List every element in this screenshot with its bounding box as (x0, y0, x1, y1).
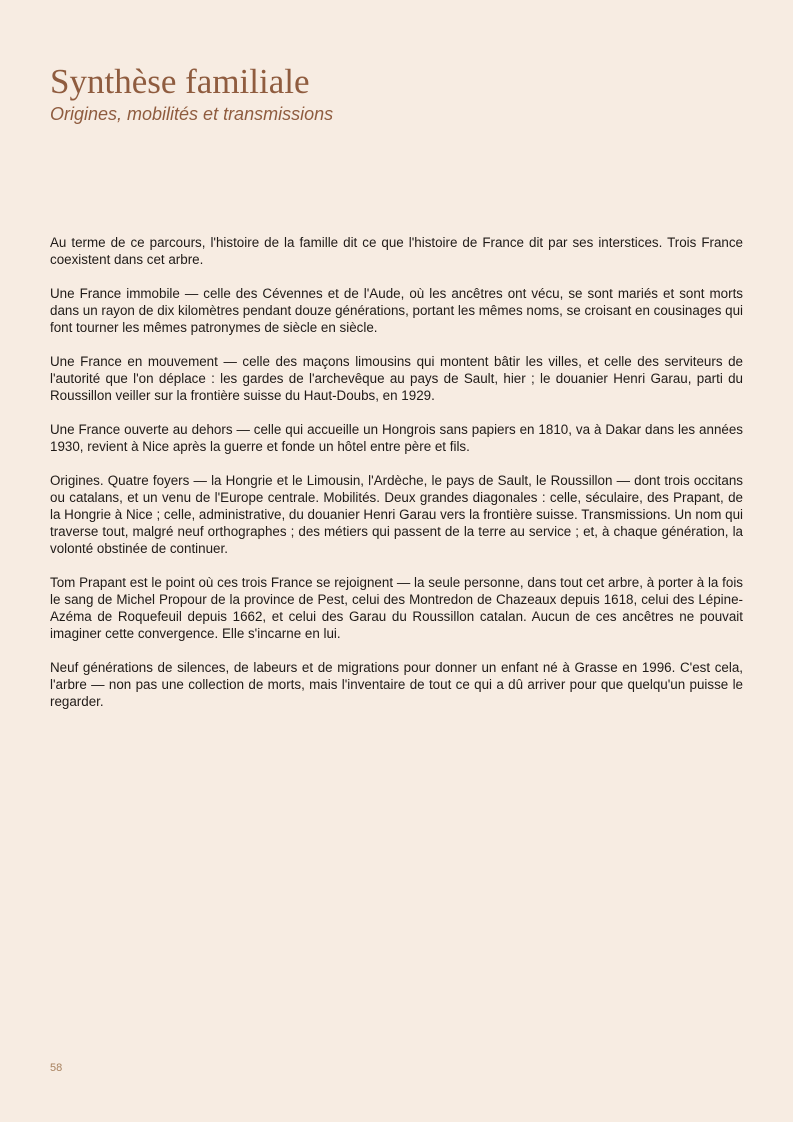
body-text (50, 234, 743, 727)
paragraph-6: Tom Prapant est le point où ces trois France se rejoignent — la seule personne, dans tout cet arbre, à porter à la fois le sang de Michel Propour de la province de Pest, celui des Montredon de Chazeaux depuis 1618, celui des Lépine-Azéma de Roquefeuil depuis 1662, et celui des Garau du Roussillon catalan. Aucun de ces ancêtres ne pouvait imaginer cette convergence. Elle s'incarne en lui. (50, 575, 743, 641)
page-subtitle: Origines, mobilités et transmissions (50, 104, 334, 124)
paragraph-5: Origines. Quatre foyers — la Hongrie et le Limousin, l'Ardèche, le pays de Sault, le Roussillon — dont trois occitans ou catalans, et un venu de l'Europe centrale. Mobilités. Deux grandes diagonales : celle, séculaire, des Prapant, de la Hongrie à Nice ; celle, administrative, du douanier Henri Garau vers la frontière suisse. Transmissions. Un nom qui traverse tout, malgré neuf orthographes ; des métiers qui passent de la terre au service ; et, à chaque génération, la volonté obstinée de continuer. (50, 473, 743, 556)
page-title: Synthèse familiale (50, 62, 310, 101)
paragraph-3: Une France en mouvement — celle des maçons limousins qui montent bâtir les villes, et celle des serviteurs de l'autorité que l'on déplace : les gardes de l'archevêque au pays de Sault, hier ; le douanier Henri Garau, parti du Roussillon veiller sur la frontière suisse du Haut-Doubs, en 1929. (50, 354, 743, 403)
paragraph-2: Une France immobile — celle des Cévennes et de l'Aude, où les ancêtres ont vécu, se sont mariés et sont morts dans un rayon de dix kilomètres pendant douze générations, portant les mêmes noms, se croisant en cousinages qui font tourner les mêmes patronymes de siècle en siècle. (50, 286, 743, 335)
paragraph-4: Une France ouverte au dehors — celle qui accueille un Hongrois sans papiers en 1810, va à Dakar dans les années 1930, revient à Nice après la guerre et fonde un hôtel entre père et fils. (50, 422, 743, 454)
paragraph-1: Au terme de ce parcours, l'histoire de la famille dit ce que l'histoire de France dit par ses interstices. Trois France coexistent dans cet arbre. (50, 235, 743, 267)
page-header (50, 62, 743, 125)
page-number: 58 (50, 1062, 63, 1074)
paragraph-7: Neuf générations de silences, de labeurs et de migrations pour donner un enfant né à Grasse en 1996. C'est cela, l'arbre — non pas une collection de morts, mais l'inventaire de tout ce qui a dû arriver pour que quelqu'un puisse le regarder. (50, 660, 743, 709)
